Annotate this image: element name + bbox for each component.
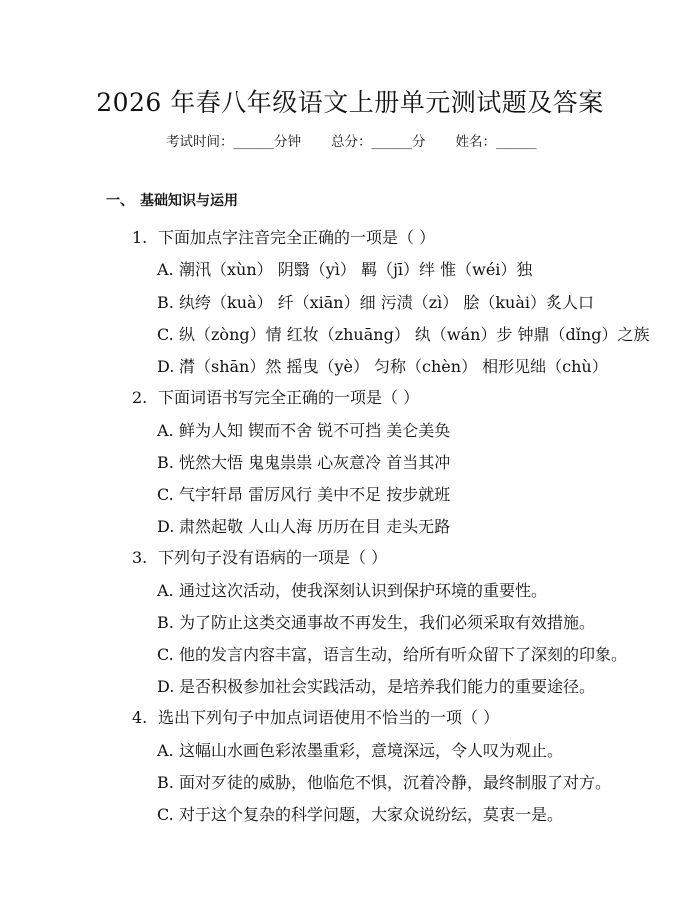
option-d [157,514,450,537]
option-d [157,674,595,697]
option-letter: C. [157,325,174,344]
section-title: 基础知识与运用 [140,193,238,209]
question-number: 2. [132,388,148,407]
option-b [157,610,595,633]
option-letter: B. [157,613,174,632]
page-title: 2026 年春八年级语文上册单元测试题及答案 [96,88,604,117]
option-d [157,354,608,377]
option-text: 是否积极参加社会实践活动，是培养我们能力的重要途径。 [179,677,596,696]
question-text: 下面加点字注音完全正确的一项是（ ） [158,228,436,247]
question-stem [132,705,499,728]
option-text: 面对歹徒的威胁，他临危不惧，沉着冷静，最终制服了对方。 [179,773,612,792]
question-stem [132,385,419,408]
option-letter: B. [157,293,174,312]
question-stem [132,545,387,568]
name-field: 姓名：______ [455,134,537,150]
option-text: 鲜为人知 锲而不舍 锐不可挡 美仑美奂 [179,421,451,440]
option-letter: A. [157,741,174,760]
section-heading [106,190,238,210]
question-number: 3. [132,548,148,567]
option-letter: D. [157,677,175,696]
option-letter: C. [157,805,174,824]
option-b [157,290,594,313]
option-text: 他的发言内容丰富，语言生动，给所有听众留下了深刻的印象。 [179,645,628,664]
option-c [157,482,450,505]
option-letter: B. [157,773,174,792]
option-letter: C. [157,485,174,504]
option-a [157,738,563,761]
option-letter: D. [157,357,175,376]
question-number: 1. [132,228,148,247]
option-text: 气宇轩昂 雷厉风行 美中不足 按步就班 [179,485,451,504]
option-text: 纨绔（kuà） 纤（xiān）细 污渍（zì） 脍（kuài）炙人口 [179,293,594,312]
option-letter: A. [157,260,174,279]
option-text: 恍然大悟 鬼鬼祟祟 心灰意冷 首当其冲 [179,453,451,472]
exam-info-line [166,130,537,150]
option-text: 潸（shān）然 摇曳（yè） 匀称（chèn） 相形见绌（chù） [179,357,608,376]
question-text: 下面词语书写完全正确的一项是（ ） [158,388,420,407]
option-b [157,450,450,473]
option-c [157,642,627,665]
option-text: 肃然起敬 人山人海 历历在目 走头无路 [179,517,451,536]
option-b [157,770,611,793]
option-a [157,578,547,601]
option-letter: D. [157,517,175,536]
option-text: 这幅山水画色彩浓墨重彩，意境深远，令人叹为观止。 [179,741,564,760]
section-number: 一、 [106,193,134,209]
question-stem [132,225,435,248]
option-text: 对于这个复杂的科学问题，大家众说纷纭，莫衷一是。 [179,805,564,824]
option-text: 纵（zòng）情 红妆（zhuāng） 纨（wán）步 钟鼎（dǐng）之族 [179,325,650,344]
option-c [157,322,649,345]
option-c [157,802,563,825]
option-text: 通过这次活动，使我深刻认识到保护环境的重要性。 [179,581,548,600]
exam-time-field: 考试时间：______分钟 [166,134,301,150]
option-letter: C. [157,645,174,664]
option-a [157,418,450,441]
option-a [157,257,532,280]
question-number: 4. [132,708,148,727]
option-letter: A. [157,581,174,600]
question-text: 下列句子没有语病的一项是（ ） [158,548,388,567]
question-text: 选出下列句子中加点词语使用不恰当的一项（ ） [158,708,500,727]
option-letter: A. [157,421,174,440]
total-score-field: 总分：______分 [331,134,426,150]
option-letter: B. [157,453,174,472]
option-text: 为了防止这类交通事故不再发生，我们必须采取有效措施。 [179,613,596,632]
option-text: 潮汛（xùn） 阴翳（yì） 羁（jī）绊 惟（wéi）独 [179,260,533,279]
